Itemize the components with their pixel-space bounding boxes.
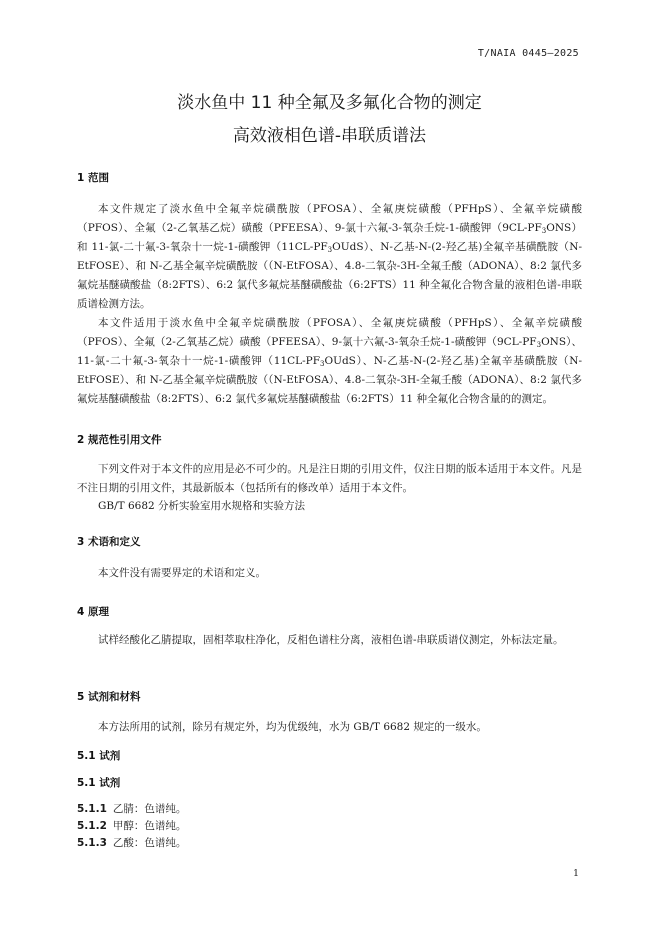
reagent-item: 5.1.2 甲醇：色谱纯。	[77, 820, 187, 832]
section-heading-references: 2 规范性引用文件	[77, 434, 162, 446]
document-title: 淡水鱼中 11 种全氟及多氟化合物的测定	[177, 93, 482, 113]
scope-paragraph-1: 本文件规定了淡水鱼中全氟辛烷磺酰胺（PFOSA）、全氟庚烷磺酸（PFHpS）、全氟辛烷磺酸（PFOS）、全氟（2-乙氧基乙烷）磺酸（PFEESA）、9-氯十六氟-3-氧杂壬烷-1-磺酸钾$(9CL-PF_3ONS)$和 11-氯-二十氟-3-氧杂十一烷-1-磺酸钾$(11CL-PF_3OUdS)$、N-乙基-N-(2-羟乙基)全氟辛基磺酰胺（N-EtFOSE）、和 N-乙基全氟辛烷磺酰胺（（N-EtFOSA）、4.8-二氧杂-3H-全氟壬酸（ADONA）、8:2 氯代多氟烷基醚磺酸盐（8:2FTS）、6:2 氯代多氟烷基醚磺酸盐（6:2FTS）11 种全氟化合物含量的液相色谱-串联质谱检测方法。	[77, 203, 582, 310]
reagent-item: 5.1.3 乙酸：色谱纯。	[77, 837, 187, 849]
document-subtitle: 高效液相色谱-串联质谱法	[232, 126, 427, 146]
section-heading-reagents: 5 试剂和材料	[77, 691, 141, 703]
reagent-item: 5.1.1 乙腈：色谱纯。	[77, 803, 187, 815]
terms-paragraph: 本文件没有需要界定的术语和定义。	[98, 567, 266, 579]
reference-gbt-6682: GB/T 6682 分析实验室用水规格和实验方法	[98, 500, 306, 512]
references-paragraph: 下列文件对于本文件的应用是必不可少的。凡是注日期的引用文件，仅注日期的版本适用于本文件。凡是不注日期的引用文件，其最新版本（包括所有的修改单）适用于本文件。	[77, 463, 582, 494]
principle-paragraph: 试样经酸化乙腈提取，固相萃取柱净化，反相色谱柱分离，液相色谱-串联质谱仪测定，外标法定量。	[98, 634, 564, 646]
section-heading-scope: 1 范围	[77, 172, 109, 184]
subsection-heading-reagents: 5.1 试剂	[77, 750, 121, 762]
section-heading-terms: 3 术语和定义	[77, 536, 141, 548]
reagents-paragraph: 本方法所用的试剂，除另有规定外，均为优级纯，水为 GB/T 6682 规定的一级水。	[98, 721, 487, 733]
scope-paragraph-2: 本文件适用于淡水鱼中全氟辛烷磺酰胺（PFOSA）、全氟庚烷磺酸（PFHpS）、全氟辛烷磺酸（PFOS）、全氟（2-乙氧基乙烷）磺酸（PFEESA）、9-氯十六氟-3-氧杂壬烷-1-磺酸钾$(9CL-PF_3ONS)$、11-氯-二十氟-3-氧杂十一烷-1-磺酸钾$(11CL-PF_3OUdS)$、N-乙基-N-(2-羟乙基)全氟辛基磺酰胺（N-EtFOSE）、和 N-乙基全氟辛烷磺酰胺（（N-EtFOSA）、4.8-二氧杂-3H-全氟壬酸（ADONA）、8:2 氯代多氟烷基醚磺酸盐（8:2FTS）、6:2 氯代多氟烷基醚磺酸盐（6:2FTS）11 种全氟化合物含量的的测定。	[77, 317, 582, 405]
page-number: 1	[572, 868, 579, 879]
standard-code: T/NAIA 0445—2025	[477, 48, 579, 59]
subsection-heading-reagents-repeat: 5.1 试剂	[77, 777, 121, 789]
section-heading-principle: 4 原理	[77, 606, 109, 618]
